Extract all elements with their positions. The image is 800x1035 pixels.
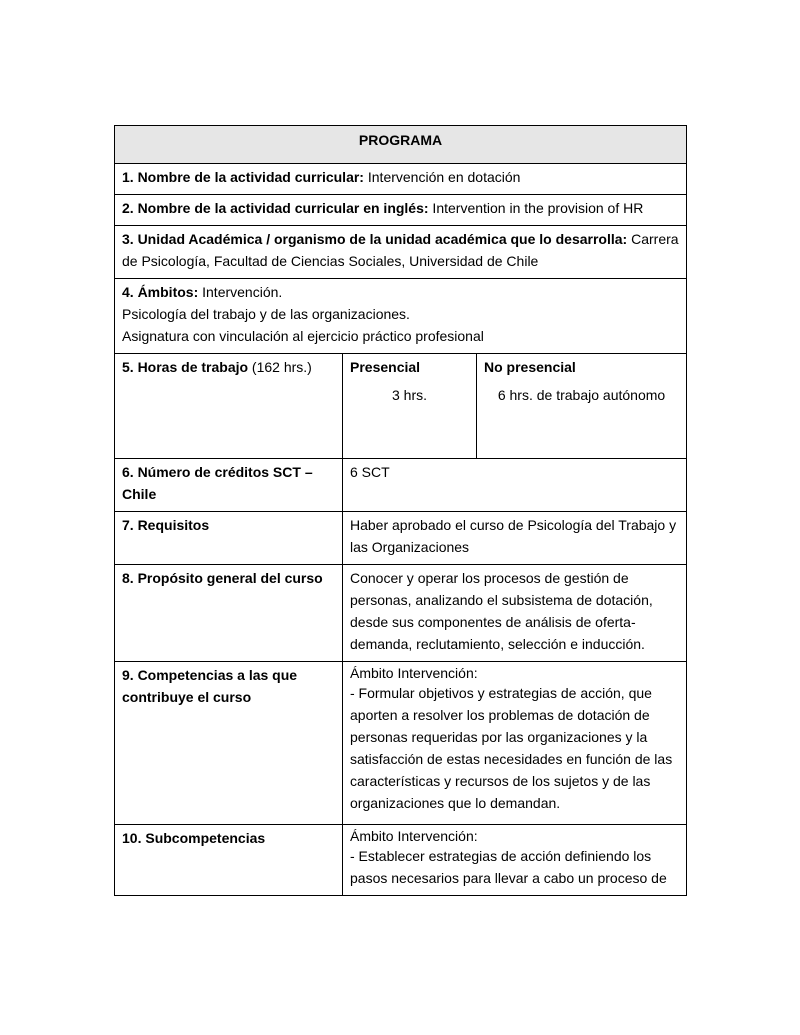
row9-value: - Formular objetivos y estrategias de acción, que aporten a resolver los problemas de dotación de personas requeridas por las organizaciones y la satisfacción de estas necesidades en función de las características y recursos de los sujetos y de las organizaciones que lo demandan. <box>350 685 673 811</box>
row4-line2: Psicología del trabajo y de las organizaciones. <box>122 306 410 322</box>
row1-value: Intervención en dotación <box>363 169 521 185</box>
row-credits <box>115 459 687 512</box>
row-scopes <box>115 279 687 354</box>
row4-line3: Asignatura con vinculación al ejercicio práctico profesional <box>122 328 484 344</box>
row4-value: Intervención. <box>198 284 283 300</box>
row10-value: - Establecer estrategias de acción definiendo los pasos necesarios para llevar a cabo un proceso de <box>350 848 667 886</box>
row3-label: 3. Unidad Académica / organismo de la unidad académica que lo desarrolla: <box>122 231 628 247</box>
row-activity-name <box>115 164 687 195</box>
row6-label: 6. Número de créditos SCT – Chile <box>122 464 313 502</box>
row4-label: 4. Ámbitos: <box>122 284 199 300</box>
presencial-value: 3 hrs. <box>391 387 427 403</box>
program-table <box>114 125 687 896</box>
no-presencial-value: 6 hrs. de trabajo autónomo <box>497 387 666 403</box>
presencial-label: Presencial <box>350 359 421 375</box>
row-work-hours <box>115 354 687 459</box>
row10-label: 10. Subcompetencias <box>122 830 266 846</box>
row-competencies <box>115 662 687 825</box>
row5-label: 5. Horas de trabajo <box>122 359 249 375</box>
row9-label: 9. Competencias a las que contribuye el curso <box>122 667 298 705</box>
no-presencial-label: No presencial <box>484 359 576 375</box>
header-row <box>115 126 687 164</box>
row1-label: 1. Nombre de la actividad curricular: <box>122 169 364 185</box>
row-purpose <box>115 565 687 662</box>
row-activity-name-english <box>115 195 687 226</box>
row7-label: 7. Requisitos <box>122 517 210 533</box>
row9-heading: Ámbito Intervención: <box>350 665 478 681</box>
row6-value: 6 SCT <box>343 459 687 512</box>
table-title: PROGRAMA <box>115 126 687 164</box>
row3-value: Carrera de Psicología, Facultad de Ciencias Sociales, Universidad de Chile <box>122 231 679 269</box>
row2-label: 2. Nombre de la actividad curricular en inglés: <box>122 200 429 216</box>
row-subcompetencies <box>115 825 687 896</box>
row8-label: 8. Propósito general del curso <box>122 570 323 586</box>
row-requirements <box>115 512 687 565</box>
row8-value: Conocer y operar los procesos de gestión de personas, analizando el subsistema de dotación, desde sus componentes de análisis de oferta-demanda, reclutamiento, selección e inducción. <box>343 565 687 662</box>
row2-value: Intervention in the provision of HR <box>428 200 644 216</box>
row7-value: Haber aprobado el curso de Psicología del Trabajo y las Organizaciones <box>343 512 687 565</box>
row5-label-extra: (162 hrs.) <box>248 359 312 375</box>
row-academic-unit <box>115 226 687 279</box>
row10-heading: Ámbito Intervención: <box>350 828 478 844</box>
